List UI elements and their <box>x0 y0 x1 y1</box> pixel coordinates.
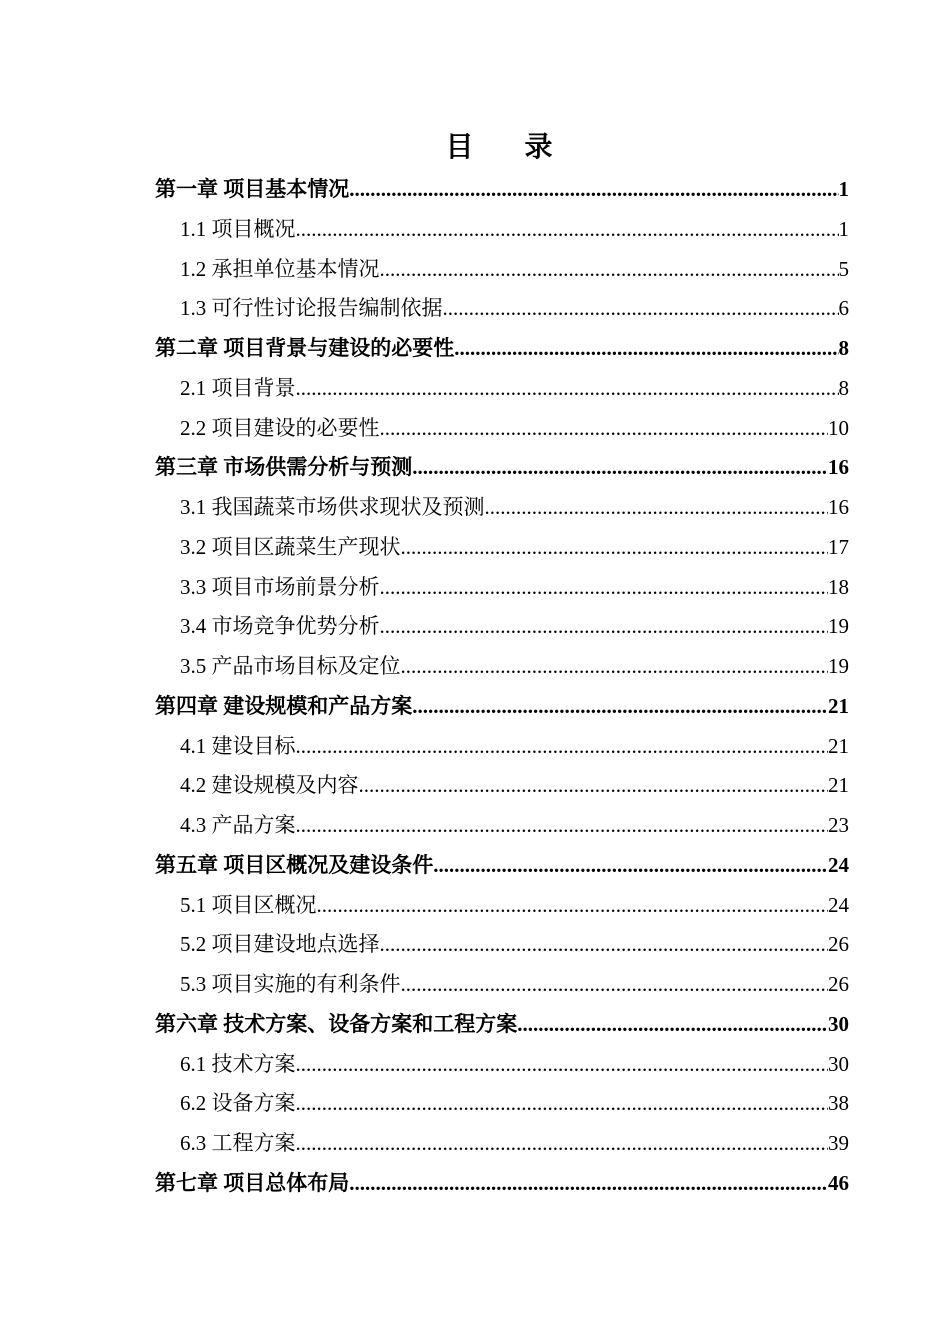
dot-leader <box>380 250 839 290</box>
toc-page-number: 23 <box>828 813 849 837</box>
toc-entry-label: 第五章 项目区概况及建设条件 <box>155 852 434 877</box>
toc-chapter-entry[interactable] <box>155 687 849 727</box>
toc-page-number: 19 <box>828 654 849 678</box>
table-of-contents <box>155 170 849 1204</box>
toc-entry-label: 3.1 我国蔬菜市场供求现状及预测 <box>180 495 485 519</box>
toc-page-number: 8 <box>838 375 849 400</box>
toc-section-entry[interactable] <box>155 766 849 806</box>
toc-page-number: 21 <box>828 693 849 718</box>
toc-chapter-entry[interactable] <box>155 1164 849 1204</box>
toc-chapter-entry[interactable] <box>155 329 849 369</box>
toc-section-entry[interactable] <box>155 1084 849 1124</box>
toc-section-entry[interactable] <box>155 568 849 608</box>
dot-leader <box>349 170 838 210</box>
toc-section-entry[interactable] <box>155 250 849 290</box>
toc-page-number: 39 <box>828 1131 849 1155</box>
dot-leader <box>380 925 829 965</box>
toc-page-number: 1 <box>838 216 849 241</box>
toc-entry-label: 5.2 项目建设地点选择 <box>180 932 380 957</box>
toc-section-entry[interactable] <box>155 409 849 449</box>
toc-section-entry[interactable] <box>155 965 849 1005</box>
dot-leader <box>412 687 828 727</box>
dot-leader <box>517 1005 828 1045</box>
toc-page-number: 46 <box>828 1170 849 1195</box>
toc-entry-label: 1.3 可行性讨论报告编制依据 <box>180 296 443 321</box>
toc-page-number: 26 <box>828 932 849 957</box>
dot-leader <box>296 1045 829 1085</box>
dot-leader <box>401 965 829 1005</box>
toc-page-number: 18 <box>828 574 849 599</box>
toc-section-entry[interactable] <box>155 607 849 647</box>
toc-entry-label: 5.1 项目区概况 <box>180 892 317 917</box>
toc-entry-label: 6.2 设备方案 <box>180 1091 296 1116</box>
toc-entry-label: 4.1 建设目标 <box>180 733 296 758</box>
page-title: 目 录 <box>445 132 575 163</box>
dot-leader <box>359 766 829 806</box>
toc-entry-label: 4.3 产品方案 <box>180 813 296 837</box>
toc-section-entry[interactable] <box>155 727 849 767</box>
toc-section-entry[interactable] <box>155 1124 849 1164</box>
toc-page-number: 30 <box>828 1051 849 1076</box>
toc-entry-label: 3.2 项目区蔬菜生产现状 <box>180 534 401 559</box>
toc-page-number: 1 <box>838 177 849 201</box>
toc-page-number: 19 <box>828 614 849 639</box>
toc-entry-label: 2.1 项目背景 <box>180 375 296 400</box>
dot-leader <box>296 210 839 250</box>
dot-leader <box>380 409 829 449</box>
toc-entry-label: 3.4 市场竞争优势分析 <box>180 614 380 639</box>
toc-chapter-entry[interactable] <box>155 846 849 886</box>
toc-section-entry[interactable] <box>155 1045 849 1085</box>
toc-section-entry[interactable] <box>155 886 849 926</box>
toc-entry-label: 第四章 建设规模和产品方案 <box>155 693 413 718</box>
toc-section-entry[interactable] <box>155 210 849 250</box>
toc-page-number: 24 <box>828 852 849 877</box>
toc-section-entry[interactable] <box>155 488 849 528</box>
dot-leader <box>380 607 829 647</box>
toc-entry-label: 1.2 承担单位基本情况 <box>180 256 380 281</box>
dot-leader <box>443 289 839 329</box>
toc-chapter-entry[interactable] <box>155 448 849 488</box>
toc-entry-label: 3.3 项目市场前景分析 <box>180 574 380 599</box>
toc-page-number: 6 <box>838 296 849 321</box>
toc-section-entry[interactable] <box>155 528 849 568</box>
toc-entry-label: 第七章 项目总体布局 <box>155 1170 350 1195</box>
toc-section-entry[interactable] <box>155 369 849 409</box>
toc-page-number: 21 <box>828 733 849 758</box>
dot-leader <box>296 727 829 767</box>
dot-leader <box>296 1124 829 1164</box>
toc-entry-label: 第三章 市场供需分析与预测 <box>155 455 413 480</box>
toc-page-number: 8 <box>838 336 849 360</box>
toc-page-number: 16 <box>828 495 849 519</box>
dot-leader <box>401 528 829 568</box>
toc-section-entry[interactable] <box>155 647 849 687</box>
dot-leader <box>296 806 829 846</box>
toc-section-entry[interactable] <box>155 289 849 329</box>
toc-section-entry[interactable] <box>155 806 849 846</box>
dot-leader <box>485 488 829 528</box>
toc-entry-label: 第二章 项目背景与建设的必要性 <box>155 336 455 360</box>
dot-leader <box>317 886 829 926</box>
dot-leader <box>401 647 829 687</box>
toc-entry-label: 第一章 项目基本情况 <box>155 177 350 201</box>
dot-leader <box>296 1084 829 1124</box>
toc-entry-label: 3.5 产品市场目标及定位 <box>180 654 401 678</box>
dot-leader <box>433 846 828 886</box>
toc-page-number: 38 <box>828 1091 849 1116</box>
toc-page-number: 17 <box>828 534 849 559</box>
toc-page-number: 26 <box>828 972 849 996</box>
toc-entry-label: 2.2 项目建设的必要性 <box>180 415 380 440</box>
dot-leader <box>349 1164 828 1204</box>
toc-page-number: 30 <box>828 1011 849 1036</box>
toc-entry-label: 第六章 技术方案、设备方案和工程方案 <box>155 1011 518 1036</box>
toc-page-number: 21 <box>828 773 849 798</box>
toc-page-number: 5 <box>838 256 849 281</box>
dot-leader <box>380 568 829 608</box>
toc-entry-label: 6.3 工程方案 <box>180 1131 296 1155</box>
dot-leader <box>454 329 838 369</box>
dot-leader <box>296 369 839 409</box>
toc-chapter-entry[interactable] <box>155 170 849 210</box>
toc-section-entry[interactable] <box>155 925 849 965</box>
dot-leader <box>412 448 828 488</box>
toc-entry-label: 6.1 技术方案 <box>180 1051 296 1076</box>
toc-page-number: 24 <box>828 892 849 917</box>
toc-page-number: 16 <box>828 455 849 480</box>
toc-page-number: 10 <box>828 415 849 440</box>
toc-entry-label: 5.3 项目实施的有利条件 <box>180 972 401 996</box>
toc-entry-label: 1.1 项目概况 <box>180 216 296 241</box>
toc-chapter-entry[interactable] <box>155 1005 849 1045</box>
toc-entry-label: 4.2 建设规模及内容 <box>180 773 359 798</box>
